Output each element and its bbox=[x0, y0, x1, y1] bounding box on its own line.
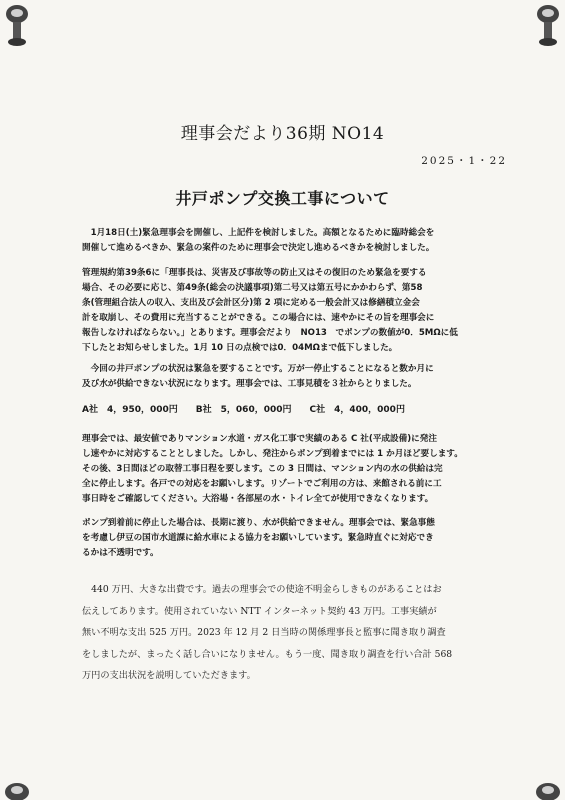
paragraph-line: るかは不透明です。 bbox=[82, 548, 159, 558]
paragraph-line: A社 4，950，000円 B社 5，060，000円 C社 4，400，000円 bbox=[82, 405, 405, 415]
binder-clip-icon bbox=[2, 2, 32, 48]
document-title: 理事会だより36期 NO14 bbox=[180, 124, 385, 144]
paragraph-meeting bbox=[82, 226, 492, 256]
paragraph-line: 下したとお知らせしました。1月 10 日の点検では0．04MΩまで低下しました。 bbox=[82, 343, 398, 353]
paragraph-line: を考慮し伊豆の国市水道課に給水車による協力をお願いしています。緊急時直ぐに対応でき bbox=[82, 533, 434, 543]
paragraph-line: し速やかに対応することとしました。しかし、発注からポンプ到着までには 1 か月ほど要します。 bbox=[82, 449, 463, 459]
paragraph-line: 無い不明な支出 525 万円。2023 年 12 月 2 日当時の関係理事長と監事に聞き取り調査 bbox=[82, 627, 446, 638]
paragraph-line: 万円の支出状況を説明していただきます。 bbox=[82, 670, 256, 681]
section-heading: 井戸ポンプ交換工事について bbox=[175, 189, 390, 208]
paragraph-line: 1月18日(土)緊急理事会を開催し、上記件を検討しました。高額となるために臨時総会を bbox=[82, 228, 435, 238]
paragraph-line: 全に停止します。各戸での対応をお願いします。リゾートでご利用の方は、来館される前に工 bbox=[82, 479, 442, 489]
document-date: 2025・1・22 bbox=[421, 155, 507, 167]
paragraph-line: 及び水が供給できない状況になります。理事会では、工事見積を３社からとりました。 bbox=[82, 379, 417, 389]
paragraph-emergency bbox=[82, 516, 492, 561]
paragraph-line: ポンプ到着前に停止した場合は、長期に渡り、水が供給できません。理事会では、緊急事態 bbox=[82, 518, 435, 528]
paragraph-contractor bbox=[82, 432, 492, 507]
paragraph-line: 今回の井戸ポンプの状況は緊急を要することです。万が一停止することになると数か月に bbox=[82, 364, 434, 374]
paragraph-line: をしましたが、まったく話し合いになりません。もう一度、聞き取り調査を行い合計 568 bbox=[82, 648, 453, 660]
paragraph-line: 理事会では、最安値でありマンション水道・ガス化工事で実績のある C 社(平成設備)に発注 bbox=[82, 434, 437, 444]
paragraph-expenses bbox=[82, 579, 492, 687]
paragraph-line: 開催して進めるべきか、緊急の案件のために理事会で決定し進めるべきかを検討しました。 bbox=[82, 243, 435, 253]
paragraph-line: 報告しなければならない。」とあります。理事会だより NO13 でポンプの数値が0．5MΩに低 bbox=[82, 328, 458, 338]
binder-clip-icon bbox=[533, 770, 563, 800]
paragraph-line: 計を取崩し、その費用に充当することができる。この場合には、速やかにその旨を理事会に bbox=[82, 313, 435, 323]
binder-clip-icon bbox=[2, 770, 32, 800]
paragraph-line: 場合、その必要に応じ、第49条(総会の決議事項)第二号又は第五号にかかわらず、第58 bbox=[82, 283, 423, 293]
paragraph-line: 管理規約第39条6に「理事長は、災害及び事故等の防止又はその復旧のため緊急を要する bbox=[82, 268, 427, 278]
paragraph-line: 伝えしてあります。使用されていない NTT インターネット契約 43 万円。工事実績が bbox=[82, 605, 437, 617]
paragraph-line: その後、3日間ほどの取替工事日程を要します。この 3 日間は、マンション内の水の供給は完 bbox=[82, 464, 443, 474]
binder-clip-icon bbox=[533, 2, 563, 48]
paragraph-line: 事日時をご確認してください。大浴場・各部屋の水・トイレ全てが使用できなくなります。 bbox=[82, 494, 434, 504]
paragraph-line: 440 万円、大きな出費です。過去の理事会での使途不明金らしきものがあることはお bbox=[82, 584, 442, 595]
paragraph-bylaws bbox=[82, 266, 492, 356]
paragraph-line: 条(管理組合法人の収入、支出及び会計区分)第 2 項に定める一般会計又は修繕積立金会 bbox=[82, 298, 420, 308]
paragraph-quotes bbox=[82, 403, 492, 418]
paragraph-pump-status bbox=[82, 362, 492, 392]
